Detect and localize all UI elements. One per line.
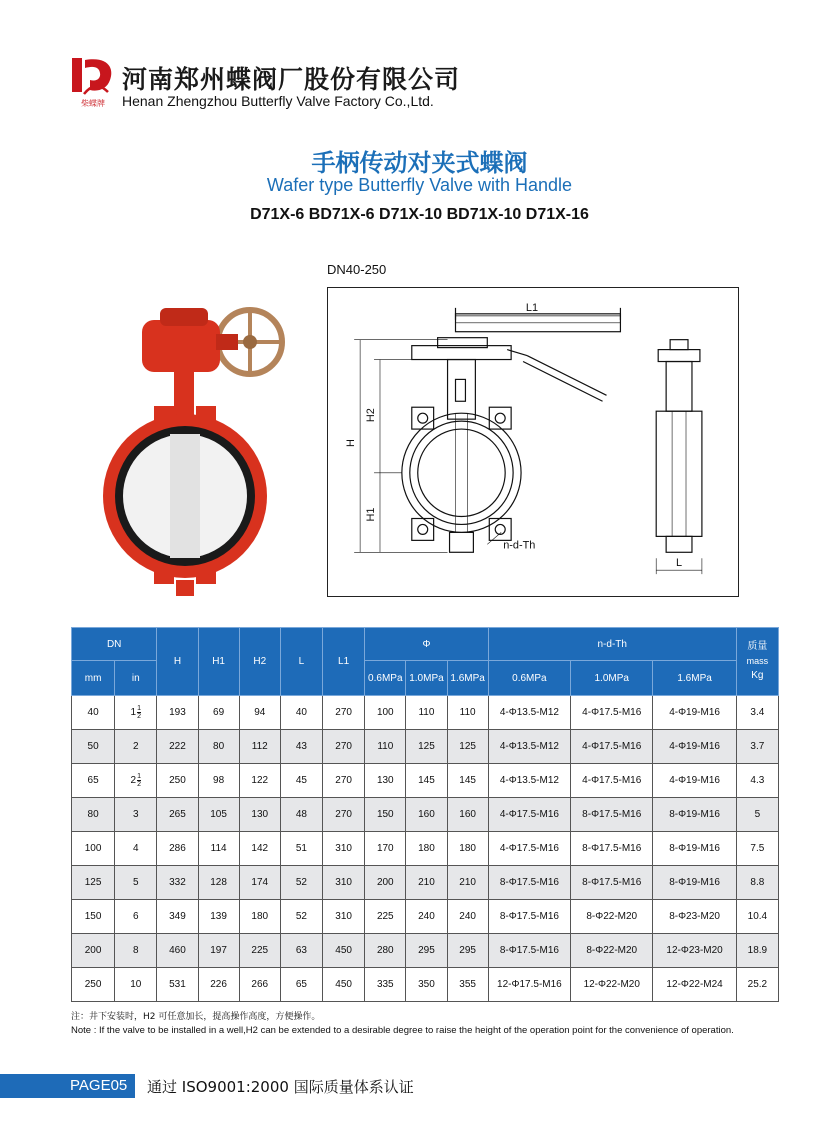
cell-H: 265 [157, 798, 198, 832]
cell-H: 286 [157, 832, 198, 866]
note-cn: 注：井下安装时，H2 可任意加长，提高操作高度，方便操作。 [71, 1012, 321, 1022]
cell-n06: 8-Φ17.5-M16 [488, 934, 570, 968]
cell-n10: 4-Φ17.5-M16 [571, 696, 653, 730]
cell-H2: 94 [239, 696, 280, 730]
cell-H1: 114 [198, 832, 239, 866]
table-row [72, 968, 779, 1002]
cell-mm: 50 [72, 730, 115, 764]
header-ndth: n-d-Th [488, 628, 736, 661]
cell-H1: 105 [198, 798, 239, 832]
cell-L: 45 [280, 764, 322, 798]
cell-H1: 80 [198, 730, 239, 764]
cell-phi10: 180 [406, 832, 447, 866]
cell-phi10: 240 [406, 900, 447, 934]
spec-table [71, 627, 779, 1002]
cell-n10: 8-Φ17.5-M16 [571, 798, 653, 832]
cell-L1: 270 [323, 730, 365, 764]
cell-H2: 122 [239, 764, 280, 798]
cell-n16: 4-Φ19-M16 [653, 764, 736, 798]
cell-L: 52 [280, 866, 322, 900]
cell-L1: 450 [323, 934, 365, 968]
cell-H2: 174 [239, 866, 280, 900]
cell-H1: 128 [198, 866, 239, 900]
cell-mm: 200 [72, 934, 115, 968]
cell-n10: 8-Φ17.5-M16 [571, 832, 653, 866]
cell-H2: 180 [239, 900, 280, 934]
cell-n06: 4-Φ17.5-M16 [488, 832, 570, 866]
cell-H2: 130 [239, 798, 280, 832]
dim-H1: H1 [365, 507, 378, 522]
cell-in: 8 [115, 934, 157, 968]
cell-in: 5 [115, 866, 157, 900]
table-row [72, 866, 779, 900]
iso-certification: 通过 ISO9001:2000 国际质量体系认证 [147, 1078, 414, 1096]
header-L: L [280, 628, 322, 696]
cell-n06: 12-Φ17.5-M16 [488, 968, 570, 1002]
cell-L: 51 [280, 832, 322, 866]
cell-mm: 150 [72, 900, 115, 934]
cell-phi06: 170 [365, 832, 406, 866]
cell-H1: 98 [198, 764, 239, 798]
dim-H2: H2 [365, 408, 378, 423]
cell-in: 10 [115, 968, 157, 1002]
cell-n10: 4-Φ17.5-M16 [571, 764, 653, 798]
cell-n16: 8-Φ23-M20 [653, 900, 736, 934]
note-en: Note : If the valve to be installed in a well,H2 can be extended to a desirable degree to raise the height of the operation point for the convenience of operation. [71, 1025, 734, 1036]
cell-n10: 8-Φ22-M20 [571, 900, 653, 934]
cell-H: 250 [157, 764, 198, 798]
cell-n06: 4-Φ13.5-M12 [488, 764, 570, 798]
cell-phi06: 200 [365, 866, 406, 900]
cell-phi06: 280 [365, 934, 406, 968]
header-mm: mm [72, 661, 115, 696]
cell-phi06: 100 [365, 696, 406, 730]
page-number: PAGE05 [70, 1077, 128, 1094]
cell-phi10: 145 [406, 764, 447, 798]
cell-mm: 100 [72, 832, 115, 866]
header-in: in [115, 661, 157, 696]
cell-in: 1 $\frac{1}{2}$ [115, 696, 157, 730]
cell-phi06: 150 [365, 798, 406, 832]
cell-L: 43 [280, 730, 322, 764]
cell-mm: 40 [72, 696, 115, 730]
dim-ndth: n-d-Th [503, 539, 536, 552]
cell-n10: 8-Φ22-M20 [571, 934, 653, 968]
header-phi: Φ [365, 628, 489, 661]
cell-phi10: 125 [406, 730, 447, 764]
cell-L1: 270 [323, 696, 365, 730]
cell-H: 222 [157, 730, 198, 764]
cell-L: 63 [280, 934, 322, 968]
table-row [72, 900, 779, 934]
product-title-en: Wafer type Butterfly Valve with Handle [266, 175, 573, 195]
model-list: D71X-6 BD71X-6 D71X-10 BD71X-10 D71X-16 [250, 206, 589, 223]
cell-mass: 4.3 [736, 764, 778, 798]
table-row [72, 832, 779, 866]
product-title-cn: 手柄传动对夹式蝶阀 [311, 149, 528, 177]
cell-phi16: 145 [447, 764, 488, 798]
cell-n16: 4-Φ19-M16 [653, 730, 736, 764]
cell-H: 193 [157, 696, 198, 730]
cell-L1: 450 [323, 968, 365, 1002]
cell-L1: 310 [323, 900, 365, 934]
cell-mass: 3.4 [736, 696, 778, 730]
table-row [72, 730, 779, 764]
dim-L1: L1 [525, 301, 539, 314]
table-row [72, 696, 779, 730]
header-dn: DN [72, 628, 157, 661]
cell-n06: 8-Φ17.5-M16 [488, 866, 570, 900]
header-ndth-10: 1.0MPa [571, 661, 653, 696]
cell-H: 531 [157, 968, 198, 1002]
cell-H2: 225 [239, 934, 280, 968]
cell-mass: 8.8 [736, 866, 778, 900]
valve-photo [98, 290, 298, 600]
cell-phi16: 125 [447, 730, 488, 764]
cell-phi06: 335 [365, 968, 406, 1002]
cell-n16: 12-Φ22-M24 [653, 968, 736, 1002]
cell-n16: 12-Φ23-M20 [653, 934, 736, 968]
cell-phi16: 210 [447, 866, 488, 900]
cell-n16: 4-Φ19-M16 [653, 696, 736, 730]
cell-phi16: 295 [447, 934, 488, 968]
header-phi-10: 1.0MPa [406, 661, 447, 696]
header-phi-06: 0.6MPa [365, 661, 406, 696]
table-row [72, 764, 779, 798]
cell-L1: 310 [323, 866, 365, 900]
cell-in: 2 $\frac{1}{2}$ [115, 764, 157, 798]
header-H: H [157, 628, 198, 696]
cell-phi16: 180 [447, 832, 488, 866]
cell-L: 48 [280, 798, 322, 832]
cell-H: 349 [157, 900, 198, 934]
cell-n06: 8-Φ17.5-M16 [488, 900, 570, 934]
table-row [72, 798, 779, 832]
cell-n10: 12-Φ22-M20 [571, 968, 653, 1002]
cell-phi16: 160 [447, 798, 488, 832]
cell-n16: 8-Φ19-M16 [653, 866, 736, 900]
header-phi-16: 1.6MPa [447, 661, 488, 696]
cell-L1: 270 [323, 798, 365, 832]
cell-n10: 4-Φ17.5-M16 [571, 730, 653, 764]
cell-L1: 270 [323, 764, 365, 798]
cell-in: 4 [115, 832, 157, 866]
cell-n16: 8-Φ19-M16 [653, 832, 736, 866]
cell-H: 460 [157, 934, 198, 968]
cell-phi06: 110 [365, 730, 406, 764]
dim-L: L [676, 557, 683, 570]
cell-phi06: 130 [365, 764, 406, 798]
cell-mass: 7.5 [736, 832, 778, 866]
cell-H1: 139 [198, 900, 239, 934]
cell-in: 3 [115, 798, 157, 832]
cell-L: 40 [280, 696, 322, 730]
company-logo [70, 56, 116, 108]
cell-in: 6 [115, 900, 157, 934]
cell-phi10: 210 [406, 866, 447, 900]
cell-H2: 266 [239, 968, 280, 1002]
fraction: $\frac{1}{2}$ [137, 773, 141, 788]
header-ndth-16: 1.6MPa [653, 661, 736, 696]
header-mass: 质量 mass Kg [736, 628, 778, 696]
header-L1: L1 [323, 628, 365, 696]
cell-n10: 8-Φ17.5-M16 [571, 866, 653, 900]
cell-H2: 112 [239, 730, 280, 764]
cell-mm: 65 [72, 764, 115, 798]
header-H2: H2 [239, 628, 280, 696]
cell-phi10: 295 [406, 934, 447, 968]
cell-L1: 310 [323, 832, 365, 866]
fraction: $\frac{1}{2}$ [137, 705, 141, 720]
cell-H2: 142 [239, 832, 280, 866]
cell-H: 332 [157, 866, 198, 900]
cell-mass: 5 [736, 798, 778, 832]
cell-mass: 10.4 [736, 900, 778, 934]
cell-mass: 18.9 [736, 934, 778, 968]
company-name-cn: 河南郑州蝶阀厂股份有限公司 [122, 65, 461, 94]
cell-phi10: 160 [406, 798, 447, 832]
spec-table-body [72, 696, 779, 1002]
cell-H1: 197 [198, 934, 239, 968]
cell-H1: 226 [198, 968, 239, 1002]
cell-L: 65 [280, 968, 322, 1002]
table-row [72, 934, 779, 968]
cell-L: 52 [280, 900, 322, 934]
header-ndth-06: 0.6MPa [488, 661, 570, 696]
cell-n16: 8-Φ19-M16 [653, 798, 736, 832]
dim-H: H [345, 439, 358, 447]
company-name-en: Henan Zhengzhou Butterfly Valve Factory Co.,Ltd. [122, 93, 434, 109]
cell-phi06: 225 [365, 900, 406, 934]
cell-mm: 80 [72, 798, 115, 832]
cell-in: 2 [115, 730, 157, 764]
cell-n06: 4-Φ13.5-M12 [488, 730, 570, 764]
technical-drawing [327, 287, 739, 597]
cell-phi10: 350 [406, 968, 447, 1002]
cell-mass: 3.7 [736, 730, 778, 764]
cell-mass: 25.2 [736, 968, 778, 1002]
cell-phi10: 110 [406, 696, 447, 730]
dn-range: DN40-250 [327, 262, 387, 277]
cell-mm: 250 [72, 968, 115, 1002]
cell-H1: 69 [198, 696, 239, 730]
cell-phi16: 110 [447, 696, 488, 730]
cell-n06: 4-Φ13.5-M12 [488, 696, 570, 730]
cell-mm: 125 [72, 866, 115, 900]
header-H1: H1 [198, 628, 239, 696]
cell-phi16: 355 [447, 968, 488, 1002]
logo-text: 柴蝶牌 [81, 99, 105, 108]
cell-n06: 4-Φ17.5-M16 [488, 798, 570, 832]
cell-phi16: 240 [447, 900, 488, 934]
